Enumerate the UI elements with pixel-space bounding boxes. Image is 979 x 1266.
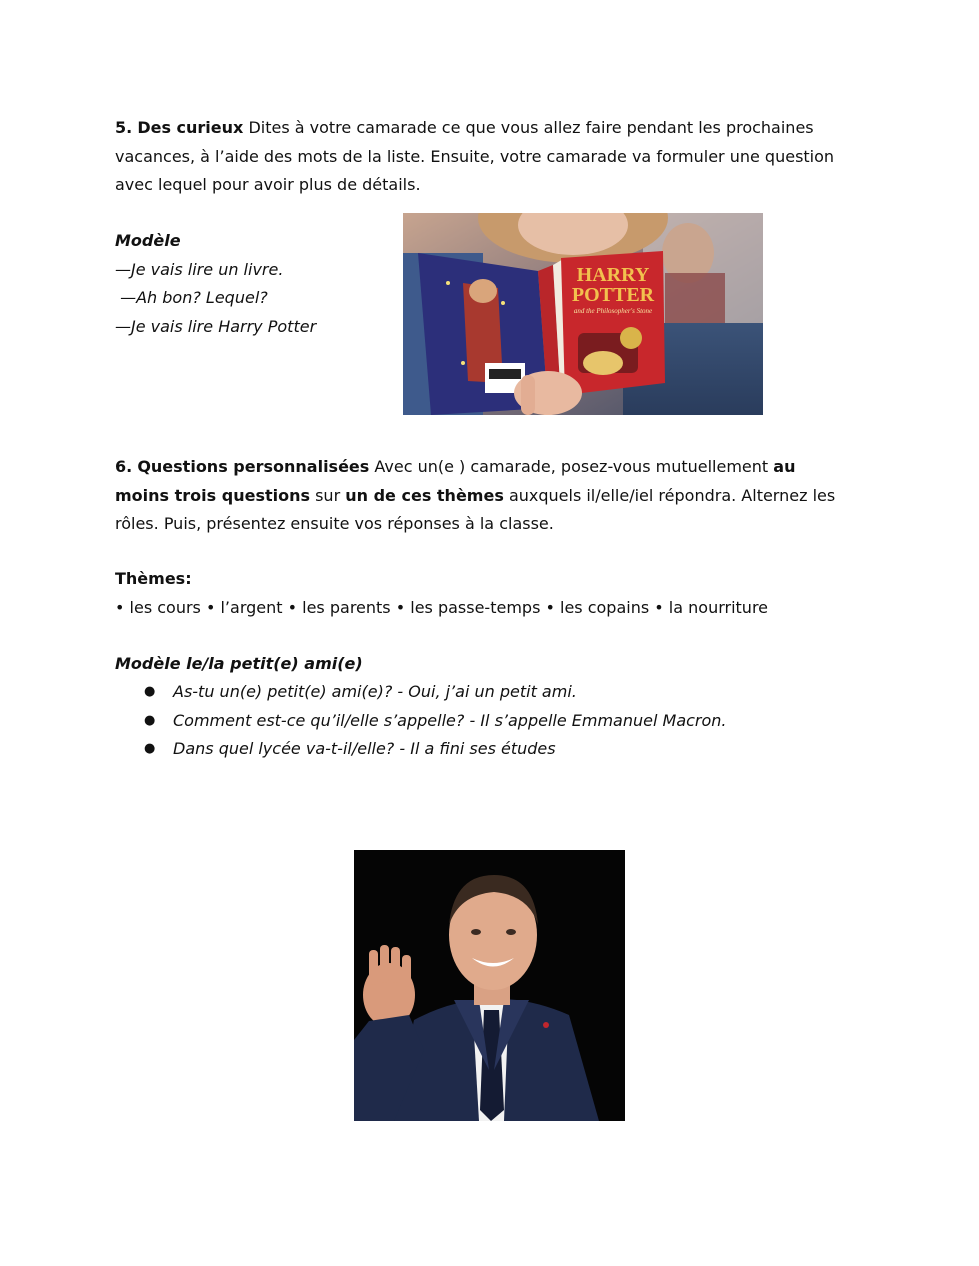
bullet-icon: ● [144, 712, 156, 728]
list-item [115, 735, 855, 764]
section6-bold-1: au moins trois questions [115, 457, 796, 505]
themes-heading: Thèmes: [115, 569, 192, 588]
section5-model [115, 227, 385, 341]
list-item [115, 678, 855, 707]
example-questions-list [115, 678, 855, 764]
section6-instructions [115, 453, 855, 539]
section5-instruction-text: Dites à votre camarade ce que vous allez faire pendant les prochaines vacances, à l’aide des mots de la liste. Ensuite, votre camarade va formuler une question avec lequel pour avoir plus de détails. [115, 118, 835, 194]
example-text: Dans quel lycée va-t-il/elle? - Il a fini ses études [173, 739, 556, 758]
section5-title: Des curieux [137, 118, 244, 137]
book-title-line2: POTTER [571, 284, 655, 306]
example-text: As-tu un(e) petit(e) ami(e)? - Oui, j’ai un petit ami. [173, 682, 577, 701]
section5-instructions [115, 114, 855, 200]
dialogue-line: —Je vais lire un livre. [115, 259, 284, 279]
section6-text-2: sur [315, 485, 341, 505]
section6-text-1: Avec un(e ) camarade, posez-vous mutuellement [374, 457, 769, 476]
man-waving-photo [354, 850, 625, 1121]
example-text: Comment est-ce qu’il/elle s’appelle? - Il s’appelle Emmanuel Macron. [173, 710, 727, 730]
book-subtitle: and the Philosopher's Stone [573, 307, 653, 315]
section6-title: Questions personnalisées [137, 457, 370, 476]
book-title-line1: HARRY [576, 264, 650, 286]
section5-model-heading: Modèle [115, 231, 181, 250]
section6-text-3: auxquels il/elle/iel répondra. Alternez les rôles. Puis, présentez ensuite vos réponses à la classe. [115, 485, 836, 533]
bullet-icon: ● [144, 684, 156, 699]
section5-number: 5. [115, 118, 133, 137]
section6-bold-2: un de ces thèmes [345, 485, 504, 505]
dialogue-line: —Je vais lire Harry Potter [115, 316, 317, 336]
bullet-icon: ● [144, 741, 156, 756]
list-item [115, 707, 855, 736]
section6-number: 6. [115, 457, 133, 476]
harry-potter-reading-photo [403, 213, 763, 415]
section6-model-heading: Modèle le/la petit(e) ami(e) [115, 654, 363, 673]
themes-list: • les cours • l’argent • les parents • les passe-temps • les copains • la nourriture [115, 598, 769, 617]
dialogue-line: —Ah bon? Lequel? [115, 288, 268, 307]
